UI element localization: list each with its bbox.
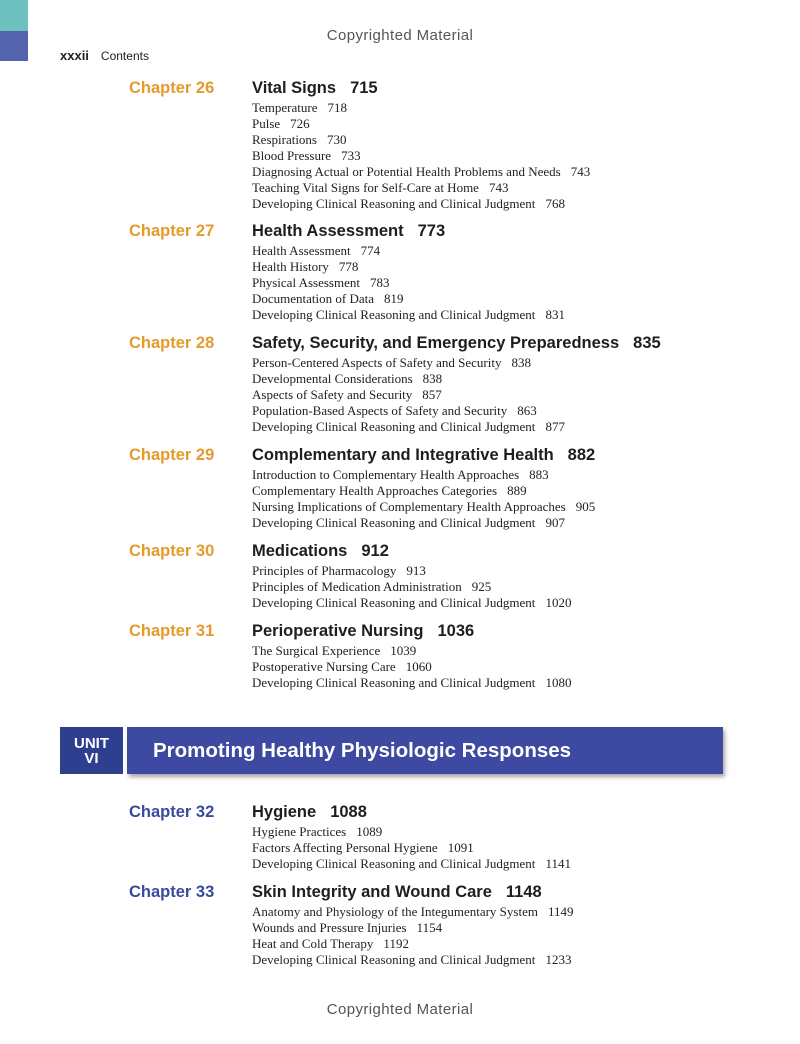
chapter-page-number: 715 — [350, 79, 378, 97]
chapter-title: Health Assessment — [252, 222, 404, 240]
section-page-number: 883 — [529, 467, 549, 482]
section-entry — [252, 116, 590, 132]
section-entry — [252, 243, 565, 259]
section-title: Temperature — [252, 100, 318, 115]
section-page-number: 1149 — [547, 904, 574, 919]
section-entry — [252, 132, 590, 148]
section-page-number: 1080 — [545, 675, 572, 690]
chapter-page-number: 773 — [417, 222, 446, 240]
section-entry — [252, 952, 574, 968]
chapter-label: Chapter 30 — [129, 542, 215, 560]
section-page-number: 838 — [511, 355, 531, 370]
section-page-number: 905 — [575, 499, 596, 514]
section-title: Population-Based Aspects of Safety and Security — [252, 403, 508, 418]
section-entry — [252, 100, 590, 116]
section-title: Postoperative Nursing Care — [252, 659, 396, 674]
section-entry — [252, 579, 571, 595]
section-entry — [252, 196, 590, 212]
section-page-number: 1141 — [545, 856, 571, 871]
section-title: Health Assessment — [252, 243, 351, 258]
chapter-heading — [252, 79, 378, 98]
section-title: Aspects of Safety and Security — [252, 387, 413, 402]
section-page-number: 778 — [338, 259, 359, 274]
section-title: Teaching Vital Signs for Self-Care at Home — [252, 180, 479, 195]
section-entry — [252, 936, 574, 952]
chapter-title: Medications — [252, 542, 348, 560]
chapter-page-number: 1036 — [437, 622, 475, 640]
section-entry — [252, 148, 590, 164]
page-folio: xxxii — [60, 48, 89, 63]
chapter-label: Chapter 29 — [129, 446, 215, 464]
section-page-number: 718 — [327, 100, 347, 115]
chapter-label: Chapter 33 — [129, 883, 215, 901]
unit-label-box — [60, 727, 123, 774]
section-title: Complementary Health Approaches Categories — [252, 483, 498, 498]
section-page-number: 730 — [327, 132, 347, 147]
section-title: Developmental Considerations — [252, 371, 413, 386]
chapter-label: Chapter 31 — [129, 622, 215, 640]
section-entry — [252, 403, 565, 419]
section-title: Anatomy and Physiology of the Integumentary System — [252, 904, 538, 919]
section-page-number: 1154 — [416, 920, 443, 935]
section-page-number: 1020 — [545, 595, 572, 610]
section-entry — [252, 307, 565, 323]
section-entry — [252, 499, 595, 515]
chapter-heading — [252, 803, 367, 822]
chapter-heading — [252, 883, 542, 902]
section-title: Principles of Medication Administration — [252, 579, 462, 594]
chapter-label: Chapter 28 — [129, 334, 215, 352]
section-page-number: 743 — [570, 164, 591, 179]
running-head-section: Contents — [100, 49, 149, 63]
section-title: Health History — [252, 259, 329, 274]
section-entry — [252, 387, 565, 403]
section-list — [252, 467, 595, 531]
section-list — [252, 563, 571, 611]
section-page-number: 877 — [545, 419, 565, 434]
section-page-number: 913 — [406, 563, 426, 578]
section-title: Developing Clinical Reasoning and Clinical Judgment — [252, 675, 536, 690]
section-page-number: 783 — [369, 275, 390, 290]
section-title: Blood Pressure — [252, 148, 332, 163]
section-title: Developing Clinical Reasoning and Clinical Judgment — [252, 419, 536, 434]
section-title: The Surgical Experience — [252, 643, 381, 658]
section-list — [252, 100, 590, 212]
section-page-number: 743 — [488, 180, 509, 195]
chapter-heading — [252, 222, 445, 241]
watermark-top: Copyrighted Material — [326, 27, 474, 44]
section-title: Pulse — [252, 116, 281, 131]
section-title: Introduction to Complementary Health Approaches — [252, 467, 520, 482]
section-list — [252, 904, 574, 968]
section-page-number: 831 — [545, 307, 565, 322]
chapter-title: Skin Integrity and Wound Care — [252, 883, 492, 901]
section-title: Developing Clinical Reasoning and Clinical Judgment — [252, 307, 536, 322]
unit-title: Promoting Healthy Physiologic Responses — [153, 739, 572, 762]
unit-title-banner — [127, 727, 723, 774]
section-page-number: 1060 — [405, 659, 432, 674]
section-entry — [252, 595, 571, 611]
section-page-number: 1089 — [356, 824, 383, 839]
section-page-number: 1192 — [383, 936, 409, 951]
chapter-page-number: 1148 — [505, 883, 542, 901]
section-page-number: 907 — [545, 515, 565, 530]
chapter-title: Perioperative Nursing — [252, 622, 424, 640]
section-page-number: 1091 — [447, 840, 474, 855]
section-entry — [252, 259, 565, 275]
chapter-title: Vital Signs — [252, 79, 337, 97]
chapter-title: Complementary and Integrative Health — [252, 446, 554, 464]
chapter-label: Chapter 32 — [129, 803, 215, 821]
section-entry — [252, 643, 571, 659]
section-entry — [252, 467, 595, 483]
unit-number: VI — [84, 749, 99, 767]
chapter-page-number: 882 — [567, 446, 596, 464]
section-page-number: 838 — [422, 371, 443, 386]
section-page-number: 733 — [341, 148, 361, 163]
section-entry — [252, 840, 571, 856]
section-title: Respirations — [252, 132, 317, 147]
section-title: Documentation of Data — [252, 291, 375, 306]
section-page-number: 1233 — [545, 952, 572, 967]
section-entry — [252, 483, 595, 499]
section-title: Developing Clinical Reasoning and Clinical Judgment — [252, 196, 536, 211]
section-title: Developing Clinical Reasoning and Clinical Judgment — [252, 952, 536, 967]
section-entry — [252, 291, 565, 307]
section-entry — [252, 515, 595, 531]
chapter-label: Chapter 26 — [129, 79, 215, 97]
section-page-number: 857 — [422, 387, 442, 402]
section-title: Diagnosing Actual or Potential Health Problems and Needs — [252, 164, 561, 179]
section-entry — [252, 856, 571, 872]
chapter-page-number: 912 — [361, 542, 389, 560]
section-page-number: 925 — [471, 579, 492, 594]
section-page-number: 726 — [290, 116, 310, 131]
section-title: Hygiene Practices — [252, 824, 347, 839]
chapter-heading — [252, 334, 661, 353]
section-page-number: 768 — [545, 196, 565, 211]
unit-label: UNIT — [74, 734, 109, 752]
section-title: Heat and Cold Therapy — [252, 936, 374, 951]
chapter-title: Safety, Security, and Emergency Preparedness — [252, 334, 620, 352]
section-entry — [252, 824, 571, 840]
chapter-page-number: 835 — [633, 334, 661, 352]
section-entry — [252, 904, 574, 920]
chapter-page-number: 1088 — [330, 803, 367, 821]
section-title: Person-Centered Aspects of Safety and Security — [252, 355, 502, 370]
section-entry — [252, 675, 571, 691]
section-page-number: 863 — [517, 403, 537, 418]
section-title: Factors Affecting Personal Hygiene — [252, 840, 438, 855]
section-entry — [252, 355, 565, 371]
chapter-label: Chapter 27 — [129, 222, 215, 240]
section-page-number: 1039 — [390, 643, 417, 658]
chapter-heading — [252, 542, 389, 561]
running-head — [60, 48, 149, 63]
section-title: Physical Assessment — [252, 275, 360, 290]
section-page-number: 774 — [360, 243, 381, 258]
watermark-bottom: Copyrighted Material — [326, 1001, 474, 1018]
section-entry — [252, 659, 571, 675]
chapter-title: Hygiene — [252, 803, 317, 821]
section-entry — [252, 164, 590, 180]
section-title: Nursing Implications of Complementary Health Approaches — [252, 499, 566, 514]
section-entry — [252, 371, 565, 387]
chapter-heading — [252, 446, 595, 465]
section-page-number: 889 — [507, 483, 527, 498]
section-title: Developing Clinical Reasoning and Clinical Judgment — [252, 595, 536, 610]
section-list — [252, 643, 571, 691]
section-title: Developing Clinical Reasoning and Clinical Judgment — [252, 515, 536, 530]
section-list — [252, 355, 565, 435]
section-entry — [252, 563, 571, 579]
chapter-heading — [252, 622, 474, 641]
section-title: Principles of Pharmacology — [252, 563, 397, 578]
section-list — [252, 824, 571, 872]
section-entry — [252, 419, 565, 435]
section-page-number: 819 — [384, 291, 404, 306]
section-entry — [252, 275, 565, 291]
section-title: Developing Clinical Reasoning and Clinical Judgment — [252, 856, 536, 871]
section-title: Wounds and Pressure Injuries — [252, 920, 407, 935]
section-entry — [252, 920, 574, 936]
section-list — [252, 243, 565, 323]
section-entry — [252, 180, 590, 196]
